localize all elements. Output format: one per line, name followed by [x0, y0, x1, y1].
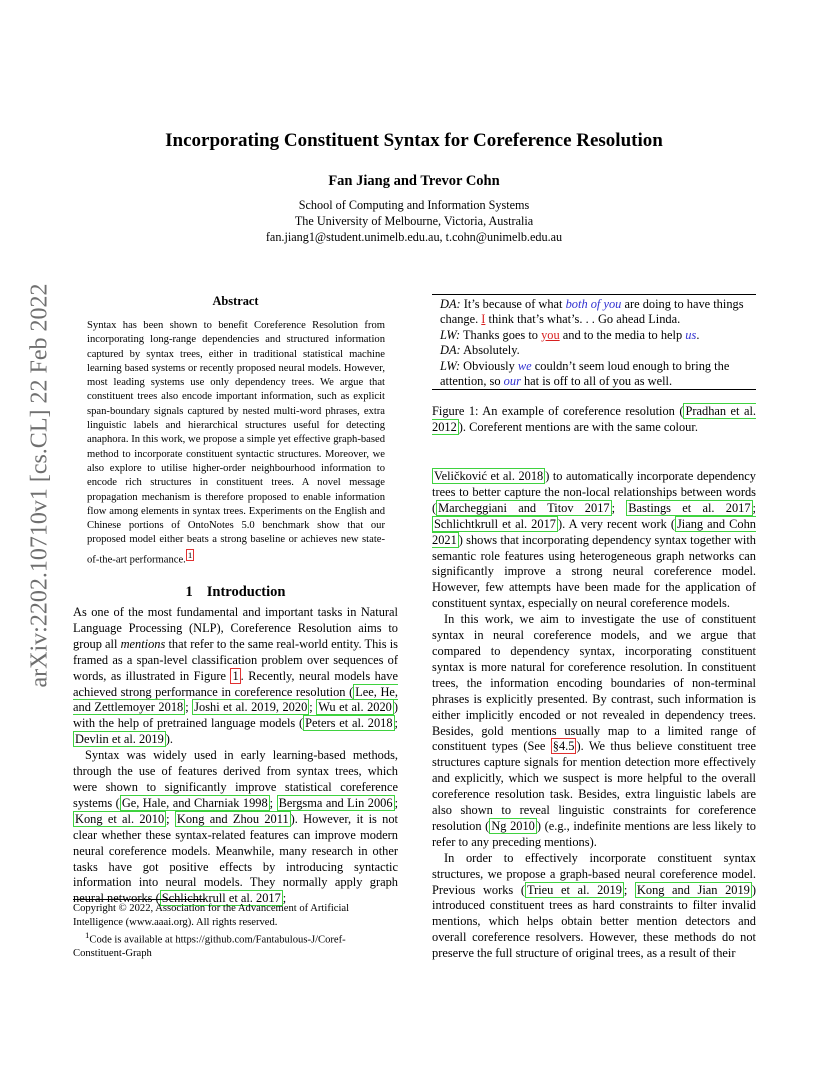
right-paragraph-1: Veličković et al. 2018 ) to automatically incorporate dependency trees to better capture the non-local relationships between words ( Marcheggiani and Titov 2017 ; Bastings et al. 2017 ; Schlichtkrull et al. 2017 ). A very recent work ( Jiang and Cohn 2021 ) shows that incorporating dependency syntax together with semantic role features using heterogeneous graph networks can significantly improve a strong neural coreference model. However, few attempts have been made for the application of constituent syntax, especially on neural coreference models. — [432, 469, 756, 611]
citation-link[interactable]: Kong and Zhou 2011 — [176, 811, 289, 826]
abstract-text: Syntax has been shown to benefit Coreference Resolution from incorporating long-range dependencies and structured information captured by syntax trees, either in traditional statistical machine learning based systems or recently proposed neural models. However, most leading systems use only dependency trees. We argue that constituent trees also encode important information, such as explicit span-boundary signals captured by nested multi-word phrases, extra linguistic labels and hierarchical structures useful for detecting anaphora. In this work, we propose a simple yet effective graph-based method to incorporate constituent syntactic structures. Moreover, we also explore to utilise higher-order neighbourhood information to encode rich structures in constituent trees. A novel message propagation mechanism is therefore proposed to enable information flow among elements in syntax trees. Experiments on the English and Chinese portions of OntoNotes 5.0 benchmark show that our proposed model either beats a strong baseline or achieves new state-of-the-art performance. $^1$ — [87, 320, 385, 566]
intro-paragraph-1: As one of the most fundamental and important tasks in Natural Language Processing (NLP), Coreference Resolution aims to group all mentions that refer to the same real-world entity. This is framed as a span-level classification problem over sequences of words, as illustrated in Figure 1 . Recently, neural models have achieved strong performance in coreference resolution ( Lee, He, and Zettlemoyer 2018 ; Joshi et al. 2019, 2020 ; Wu et al. 2020 ) with the help of pretrained language models ( Peters et al. 2018 ; Devlin et al. 2019 ). — [73, 605, 399, 747]
citation-link[interactable]: Bastings et al. 2017 — [628, 500, 751, 515]
citation-link[interactable]: Bergsma and Lin 2006 — [278, 795, 393, 810]
intro-paragraph-2: Syntax was widely used in early learning-based methods, through the use of features derived from syntax trees, which were shown to significantly improve statistical coreference systems ( Ge, Hale, and Charniak 1998 ; Bergsma and Lin 2006 ; Kong et al. 2010 ; Kong and Zhou 2011 ). However, it is not clear whether these syntax-related features can improve modern neural coreference models. Meanwhile, many research in other tasks have got positive effects by introducing syntactic information into neural models. They normally apply graph neural networks ( Schlichtkrull et al. 2017 ; — [73, 748, 399, 906]
introduction-body — [73, 605, 398, 907]
section-title: Introduction — [206, 584, 286, 600]
citation-link[interactable]: Trieu et al. 2019 — [526, 882, 622, 897]
citation-link[interactable]: Ng 2010 — [491, 818, 535, 833]
citation-link[interactable]: Kong et al. 2010 — [75, 811, 165, 826]
paper-title: Incorporating Constituent Syntax for Coreference Resolution — [165, 130, 663, 151]
citation-link[interactable]: Devlin et al. 2019 — [75, 732, 164, 747]
right-paragraph-3: In order to effectively incorporate constituent syntax structures, we propose a graph-based neural coreference model. Previous works ( Trieu et al. 2019 ; Kong and Jian 2019 ) introduced constituent trees as hard constraints to filter invalid mentions, which helps obtain better mention detectors and overall coreference resolvers. However, these methods do not preserve the full structure of original trees, as a result of their — [432, 850, 756, 961]
citation-link[interactable]: Schlichtkrull et al. 2017 — [434, 516, 556, 531]
emphasis-mentions: mentions — [120, 636, 166, 651]
citation-link[interactable]: Marcheggiani and Titov 2017 — [438, 500, 610, 515]
arxiv-identifier: arXiv:2202.10710v1 [cs.CL] 22 Feb 2022 — [26, 283, 53, 687]
abstract-heading: Abstract — [212, 294, 259, 308]
footnotes — [73, 902, 398, 961]
figure-ref[interactable]: 1 — [232, 668, 239, 683]
affiliation-emails: fan.jiang1@student.unimelb.edu.au, t.cohn@unimelb.edu.au — [265, 230, 563, 244]
citation-link[interactable]: Wu et al. 2020 — [318, 700, 392, 715]
right-column-body — [432, 469, 756, 962]
footnote-ref[interactable]: 1 — [187, 549, 193, 560]
section-ref[interactable]: §4.5 — [552, 739, 575, 754]
footnote-divider — [73, 899, 205, 900]
authors: Fan Jiang and Trevor Cohn — [328, 173, 500, 189]
figure-1-dialog — [432, 294, 756, 390]
citation-link[interactable]: Ge, Hale, and Charniak 1998 — [121, 795, 268, 810]
citation-link[interactable]: Peters et al. 2018 — [305, 716, 393, 731]
section-number: 1 — [185, 584, 193, 600]
affiliation-school: School of Computing and Information Systems — [298, 198, 530, 212]
citation-link[interactable]: Jiang and Cohn 2021 — [432, 516, 756, 547]
dialog-line: DA: Absolutely. — [440, 343, 520, 358]
dialog-line: LW: Thanks goes to you and to the media to help us. — [440, 327, 700, 342]
citation-link[interactable]: Kong and Jian 2019 — [636, 882, 750, 897]
citation-link[interactable]: Joshi et al. 2019, 2020 — [194, 700, 308, 715]
citation-link[interactable]: Schlichtkrull et al. 2017 — [161, 891, 281, 906]
affiliation — [73, 197, 755, 245]
footnote-1: $^1$Code is available at https://github.com/Fantabulous-J/Coref-Constituent-Graph — [73, 930, 346, 960]
citation-link[interactable]: Pradhan et al. 2012 — [432, 404, 757, 434]
citation-link[interactable]: Veličković et al. 2018 — [434, 469, 544, 483]
right-paragraph-2: In this work, we aim to investigate the use of constituent syntax in neural coreference models, and we argue that compared to dependency syntax, incorporating constituent syntax is more natural for coreference resolution. In constituent trees, the information encoding boundaries of non-terminal phrases is explicitly presented. By contrast, such information is either implicitly encoded or not revealed in dependency trees. Besides, gold mentions usually map to a limited range of constituent types (See §4.5 ). We thus believe constituent tree structures capture signals for mention detection more effectively and explicitly, which we suspect is more helpful to the overall coreference resolution task. Besides, extra linguistic labels are also shown to reveal linguistic constraints for coreference resolution ( Ng 2010 ) (e.g., indefinite mentions are less likely to refer to any preceding mentions). — [432, 612, 757, 849]
dialog-line: DA: It’s because of what both of you are doing to have things change. I think that’s what’s. . . Go ahead Linda. — [440, 297, 744, 327]
section-heading-introduction — [73, 584, 398, 601]
copyright-notice: Copyright © 2022, Association for the Advancement of Artificial Intelligence (www.aaai.org). All rights reserved. — [73, 903, 350, 928]
dialog-line: LW: Obviously we couldn’t seem loud enough to bring the attention, so our hat is off to all of you as well. — [440, 358, 730, 389]
affiliation-university: The University of Melbourne, Victoria, Australia — [294, 214, 534, 228]
figure-1-caption: Figure 1: An example of coreference resolution ( Pradhan et al. 2012 ). Coreferent mentions are with the same colour. — [432, 404, 757, 434]
citation-link[interactable]: Lee, He, and Zettlemoyer 2018 — [73, 684, 398, 715]
